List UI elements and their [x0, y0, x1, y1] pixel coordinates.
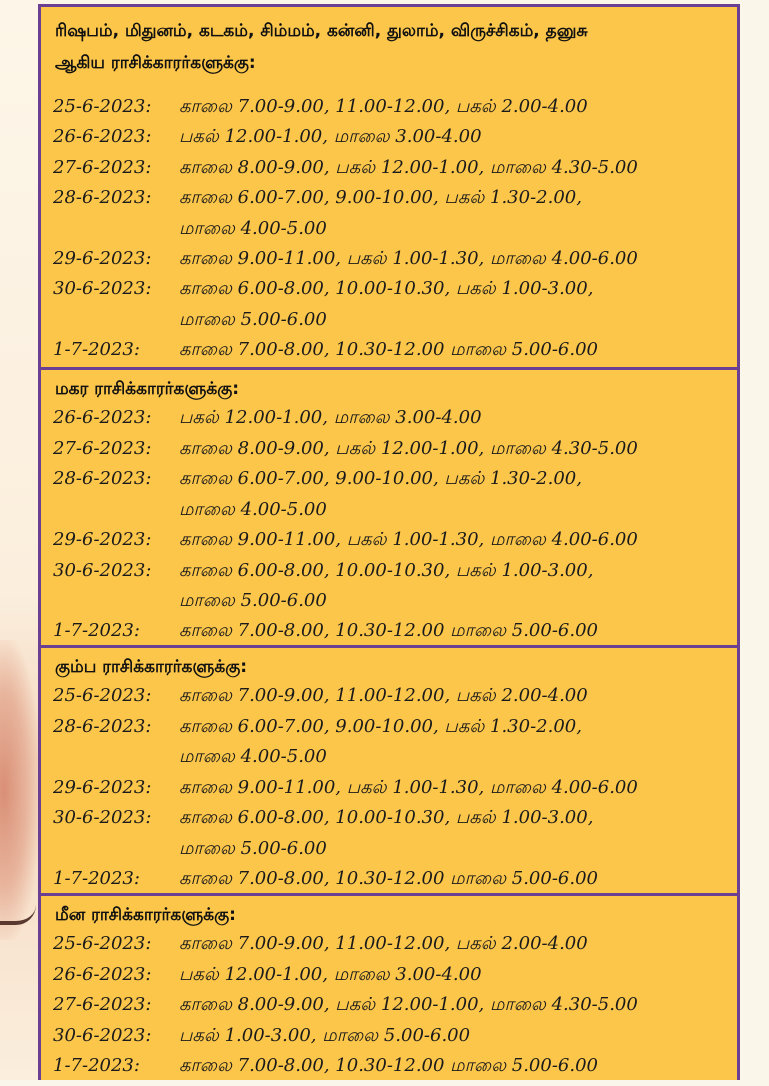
row-times: காலை 8.00-9.00, பகல் 12.00-1.00, மாலை 4.30-5.00 [179, 438, 638, 459]
section-meena [41, 893, 737, 1086]
row-times: காலை 7.00-8.00, 10.30-12.00 மாலை 5.00-6.00 [179, 339, 598, 360]
row-date: 30-6-2023: [53, 560, 152, 581]
row-times-continued: மாலை 4.00-5.00 [179, 218, 327, 239]
row-times-continued: மாலை 5.00-6.00 [179, 309, 327, 330]
row-times-continued: மாலை 4.00-5.00 [179, 746, 327, 767]
row-date: 30-6-2023: [53, 278, 152, 299]
row-times-continued: மாலை 4.00-5.00 [179, 499, 327, 520]
timings-table [38, 4, 740, 1080]
row-times: காலை 9.00-11.00, பகல் 1.00-1.30, மாலை 4.00-6.00 [179, 529, 638, 550]
row-date: 25-6-2023: [53, 933, 152, 954]
row-date: 1-7-2023: [53, 620, 140, 641]
row-date: 28-6-2023: [53, 187, 152, 208]
row-times: காலை 8.00-9.00, பகல் 12.00-1.00, மாலை 4.30-5.00 [179, 157, 638, 178]
section-kumbha [41, 645, 737, 896]
row-times: பகல் 12.00-1.00, மாலை 3.00-4.00 [179, 407, 482, 428]
row-date: 1-7-2023: [53, 868, 140, 889]
section-group-signs [41, 7, 737, 367]
row-times: காலை 7.00-8.00, 10.30-12.00 மாலை 5.00-6.00 [179, 1055, 598, 1076]
row-date: 25-6-2023: [53, 685, 152, 706]
row-times: காலை 7.00-9.00, 11.00-12.00, பகல் 2.00-4.00 [179, 933, 588, 954]
row-times: காலை 6.00-7.00, 9.00-10.00, பகல் 1.30-2.00, [179, 187, 582, 208]
row-date: 29-6-2023: [53, 248, 152, 269]
row-times: பகல் 1.00-3.00, மாலை 5.00-6.00 [179, 1025, 471, 1046]
row-times: காலை 7.00-8.00, 10.30-12.00 மாலை 5.00-6.00 [179, 620, 598, 641]
row-date: 1-7-2023: [53, 1055, 140, 1076]
row-times-continued: மாலை 5.00-6.00 [179, 838, 327, 859]
row-times: காலை 9.00-11.00, பகல் 1.00-1.30, மாலை 4.00-6.00 [179, 248, 638, 269]
row-times: காலை 6.00-7.00, 9.00-10.00, பகல் 1.30-2.00, [179, 468, 582, 489]
row-times: காலை 6.00-8.00, 10.00-10.30, பகல் 1.00-3.00, [179, 278, 594, 299]
row-times: காலை 7.00-9.00, 11.00-12.00, பகல் 2.00-4.00 [179, 96, 588, 117]
section-makara [41, 367, 737, 648]
row-date: 25-6-2023: [53, 96, 152, 117]
row-date: 30-6-2023: [53, 807, 152, 828]
row-times: பகல் 12.00-1.00, மாலை 3.00-4.00 [179, 126, 482, 147]
row-date: 27-6-2023: [53, 438, 152, 459]
row-date: 1-7-2023: [53, 339, 140, 360]
row-times-continued: மாலை 5.00-6.00 [179, 590, 327, 611]
row-date: 28-6-2023: [53, 468, 152, 489]
row-times: பகல் 12.00-1.00, மாலை 3.00-4.00 [179, 964, 482, 985]
row-date: 30-6-2023: [53, 1025, 152, 1046]
decorative-figure [0, 640, 40, 940]
section-heading: ரிஷபம், மிதுனம், கடகம், சிம்மம், கன்னி, துலாம், விருச்சிகம், தனுசு [55, 21, 588, 41]
row-date: 29-6-2023: [53, 777, 152, 798]
row-times: காலை 7.00-9.00, 11.00-12.00, பகல் 2.00-4.00 [179, 685, 588, 706]
row-times: காலை 7.00-8.00, 10.30-12.00 மாலை 5.00-6.00 [179, 868, 598, 889]
row-times: காலை 6.00-8.00, 10.00-10.30, பகல் 1.00-3.00, [179, 560, 594, 581]
row-times: காலை 8.00-9.00, பகல் 12.00-1.00, மாலை 4.30-5.00 [179, 994, 638, 1015]
row-times: காலை 6.00-8.00, 10.00-10.30, பகல் 1.00-3.00, [179, 807, 594, 828]
row-times: காலை 9.00-11.00, பகல் 1.00-1.30, மாலை 4.00-6.00 [179, 777, 638, 798]
section-heading: மகர ராசிக்காரர்களுக்கு: [55, 379, 240, 399]
row-date: 27-6-2023: [53, 157, 152, 178]
row-date: 26-6-2023: [53, 964, 152, 985]
row-date: 26-6-2023: [53, 407, 152, 428]
row-date: 28-6-2023: [53, 716, 152, 737]
row-date: 29-6-2023: [53, 529, 152, 550]
row-date: 26-6-2023: [53, 126, 152, 147]
section-heading: மீன ராசிக்காரர்களுக்கு: [55, 905, 236, 925]
row-date: 27-6-2023: [53, 994, 152, 1015]
row-times: காலை 6.00-7.00, 9.00-10.00, பகல் 1.30-2.00, [179, 716, 582, 737]
section-heading: கும்ப ராசிக்காரர்களுக்கு: [55, 657, 248, 677]
section-heading-line2: ஆகிய ராசிக்காரர்களுக்கு: [55, 53, 256, 73]
